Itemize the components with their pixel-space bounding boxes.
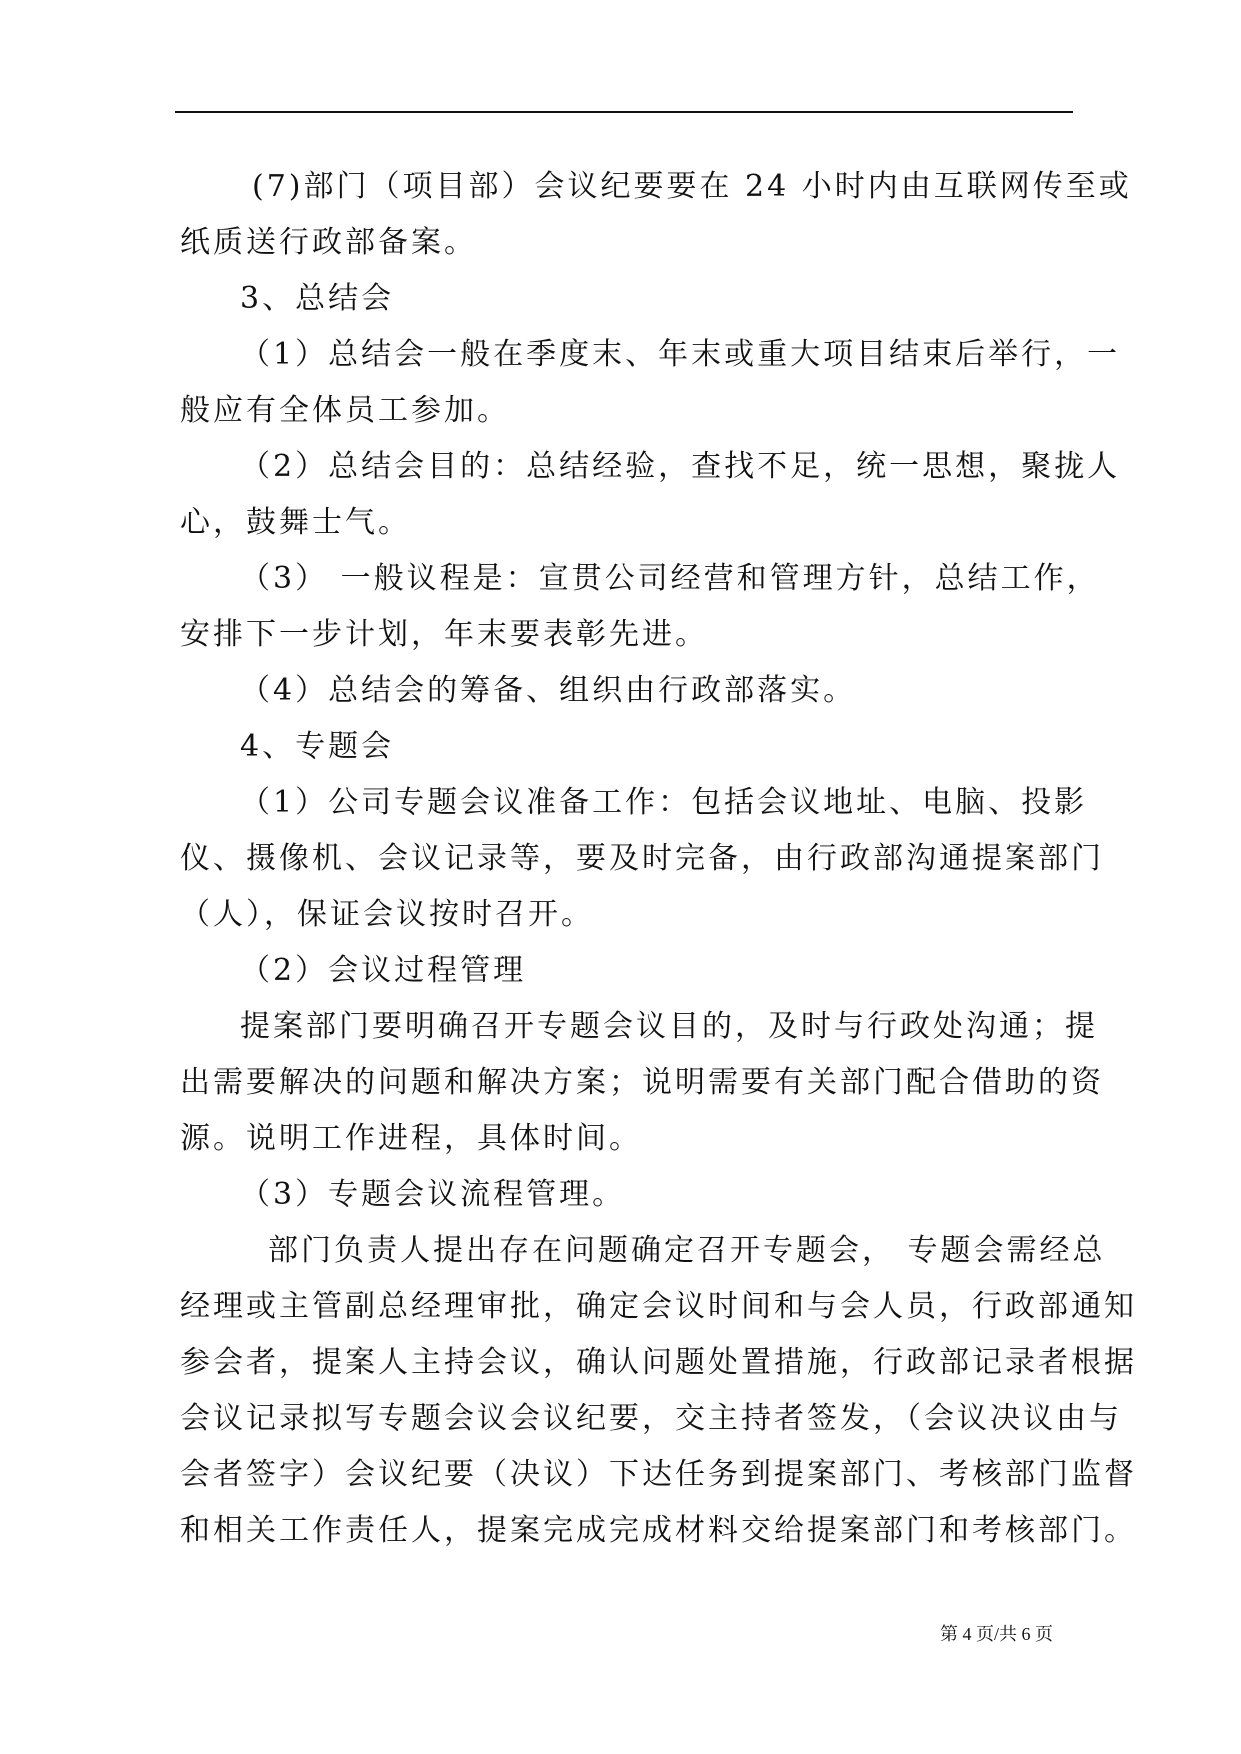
paragraph-line: 仪、摄像机、会议记录等，要及时完备，由行政部沟通提案部门 xyxy=(180,841,1104,876)
subsection-heading: （3）专题会议流程管理。 xyxy=(240,1177,626,1212)
subsection-heading: （2）会议过程管理 xyxy=(240,953,527,988)
paragraph-line: 会者签字）会议纪要（决议）下达任务到提案部门、考核部门监督 xyxy=(180,1457,1137,1492)
header-rule xyxy=(175,111,1073,113)
paragraph-line: 纸质送行政部备案。 xyxy=(180,225,477,260)
paragraph-line: 安排下一步计划，年末要表彰先进。 xyxy=(180,617,708,652)
paragraph-line: 源。说明工作进程，具体时间。 xyxy=(180,1121,642,1156)
paragraph-line: 出需要解决的问题和解决方案；说明需要有关部门配合借助的资 xyxy=(180,1065,1104,1100)
paragraph-line: （人），保证会议按时召开。 xyxy=(180,897,594,932)
paragraph-line: 和相关工作责任人，提案完成完成材料交给提案部门和考核部门。 xyxy=(180,1513,1137,1548)
paragraph-line: （4）总结会的筹备、组织由行政部落实。 xyxy=(240,673,857,708)
paragraph-line: 般应有全体员工参加。 xyxy=(180,393,510,428)
paragraph-line: 经理或主管副总经理审批，确定会议时间和与会人员，行政部通知 xyxy=(180,1289,1137,1324)
paragraph-line: 提案部门要明确召开专题会议目的，及时与行政处沟通；提 xyxy=(240,1009,1098,1044)
section-heading: 3、总结会 xyxy=(240,281,395,316)
paragraph-line: 心，鼓舞士气。 xyxy=(180,505,411,540)
paragraph-line: （1）公司专题会议准备工作：包括会议地址、电脑、投影 xyxy=(240,785,1088,820)
paragraph-line: （1）总结会一般在季度末、年末或重大项目结束后举行，一 xyxy=(240,337,1121,372)
paragraph-line: （3） 一般议程是：宣贯公司经营和管理方针，总结工作， xyxy=(240,561,1100,596)
paragraph-line: （2）总结会目的：总结经验，查找不足，统一思想，聚拢人 xyxy=(240,449,1121,484)
paragraph-line: 会议记录拟写专题会议会议纪要，交主持者签发，（会议决议由与 xyxy=(180,1401,1122,1436)
paragraph-line: 部门负责人提出存在问题确定召开专题会， 专题会需经总 xyxy=(268,1233,1106,1268)
paragraph-line: 参会者，提案人主持会议，确认问题处置措施，行政部记录者根据 xyxy=(180,1345,1137,1380)
section-heading: 4、专题会 xyxy=(240,729,395,764)
paragraph-line: (7)部门（项目部）会议纪要要在 24 小时内由互联网传至或 xyxy=(252,169,1132,204)
page-number: 第 4 页/共 6 页 xyxy=(940,1624,1054,1644)
